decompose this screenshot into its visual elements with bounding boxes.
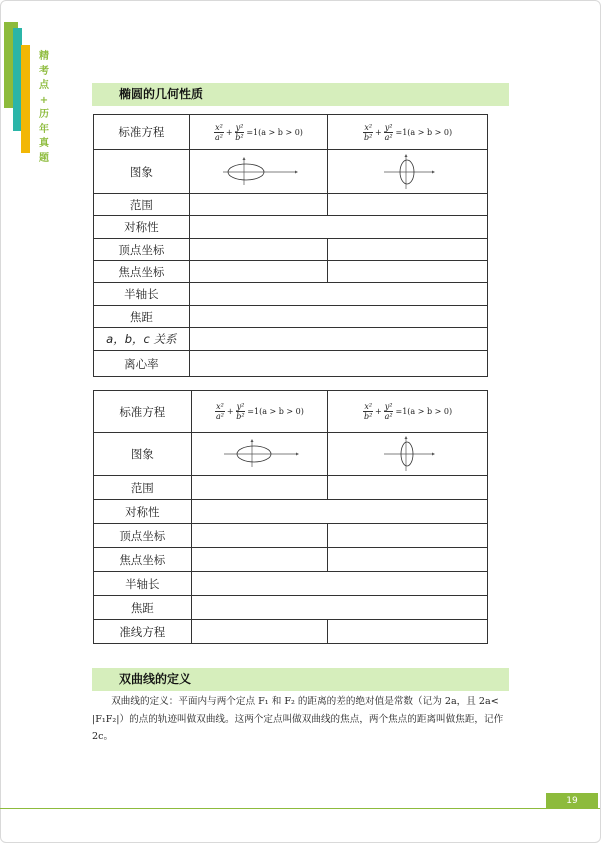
row-label: 对称性	[94, 216, 190, 239]
row-label: 图象	[94, 433, 192, 476]
ellipse-graph-vertical	[328, 433, 488, 476]
table-row	[94, 306, 488, 328]
section-title-hyperbola-definition: 双曲线的定义	[92, 668, 509, 691]
table-row	[94, 476, 488, 500]
table-row	[94, 328, 488, 351]
row-label: 图象	[94, 150, 190, 194]
side-label: 精 考 点 + 历 年 真 题	[39, 51, 49, 164]
row-label: 半轴长	[94, 572, 192, 596]
table-row	[94, 391, 488, 433]
row-label: 离心率	[94, 351, 190, 377]
table-row	[94, 261, 488, 283]
table-row	[94, 500, 488, 524]
table-row	[94, 283, 488, 306]
formula-cell-y: $\frac{\text{x²}}{\text{b²}}$ + $\frac{\text{y²}}{\text{a²}}$ =1(a > b > 0)	[328, 391, 488, 433]
formula-cell-x: $\frac{\text{x²}}{\text{a²}}$ + $\frac{\text{y²}}{\text{b²}}$ =1(a > b > 0)	[191, 391, 328, 433]
table-row	[94, 433, 488, 476]
row-label: 准线方程	[94, 620, 192, 644]
hyperbola-definition-text: 双曲线的定义：平面内与两个定点 F₁ 和 F₂ 的距离的差的绝对值是常数（记为 2a，且 2a< |F₁F₂|）的点的轨迹叫做双曲线。这两个定点叫做双曲线的焦点，两个焦点的距离叫做焦距，记作 2c。	[92, 696, 504, 742]
footer-line	[0, 808, 600, 809]
ellipse-properties-table	[93, 114, 488, 377]
table-row	[94, 572, 488, 596]
table-row	[94, 150, 488, 194]
ellipse-properties-table-2	[93, 390, 488, 644]
row-label: 顶点坐标	[94, 239, 190, 261]
section-title-ellipse-properties: 椭圆的几何性质	[92, 83, 509, 106]
row-label: 对称性	[94, 500, 192, 524]
table-row	[94, 115, 488, 150]
decor-bar-yellow	[21, 45, 30, 153]
ellipse-graph-horizontal	[191, 433, 328, 476]
row-label: 范围	[94, 476, 192, 500]
table-row	[94, 524, 488, 548]
table-row	[94, 239, 488, 261]
row-label: 焦点坐标	[94, 261, 190, 283]
page-number: 19	[546, 793, 598, 809]
row-label: 焦距	[94, 306, 190, 328]
row-label: 标准方程	[94, 115, 190, 150]
row-label: 范围	[94, 194, 190, 216]
row-label: 半轴长	[94, 283, 190, 306]
table-row	[94, 548, 488, 572]
row-label: 标准方程	[94, 391, 192, 433]
table-row	[94, 216, 488, 239]
table-row	[94, 351, 488, 377]
table-row	[94, 194, 488, 216]
table-row	[94, 596, 488, 620]
table-row	[94, 620, 488, 644]
formula-cell-x: $\frac{\text{x²}}{\text{a²}}$ + $\frac{\text{y²}}{\text{b²}}$ =1(a > b > 0)	[189, 115, 328, 150]
formula-cell-y: $\frac{\text{x²}}{\text{b²}}$ + $\frac{\text{y²}}{\text{a²}}$ =1(a > b > 0)	[328, 115, 488, 150]
row-label: 顶点坐标	[94, 524, 192, 548]
ellipse-graph-horizontal	[189, 150, 328, 194]
row-label: 焦距	[94, 596, 192, 620]
row-label: a，b，c 关系	[94, 328, 190, 351]
ellipse-graph-vertical	[328, 150, 488, 194]
row-label: 焦点坐标	[94, 548, 192, 572]
